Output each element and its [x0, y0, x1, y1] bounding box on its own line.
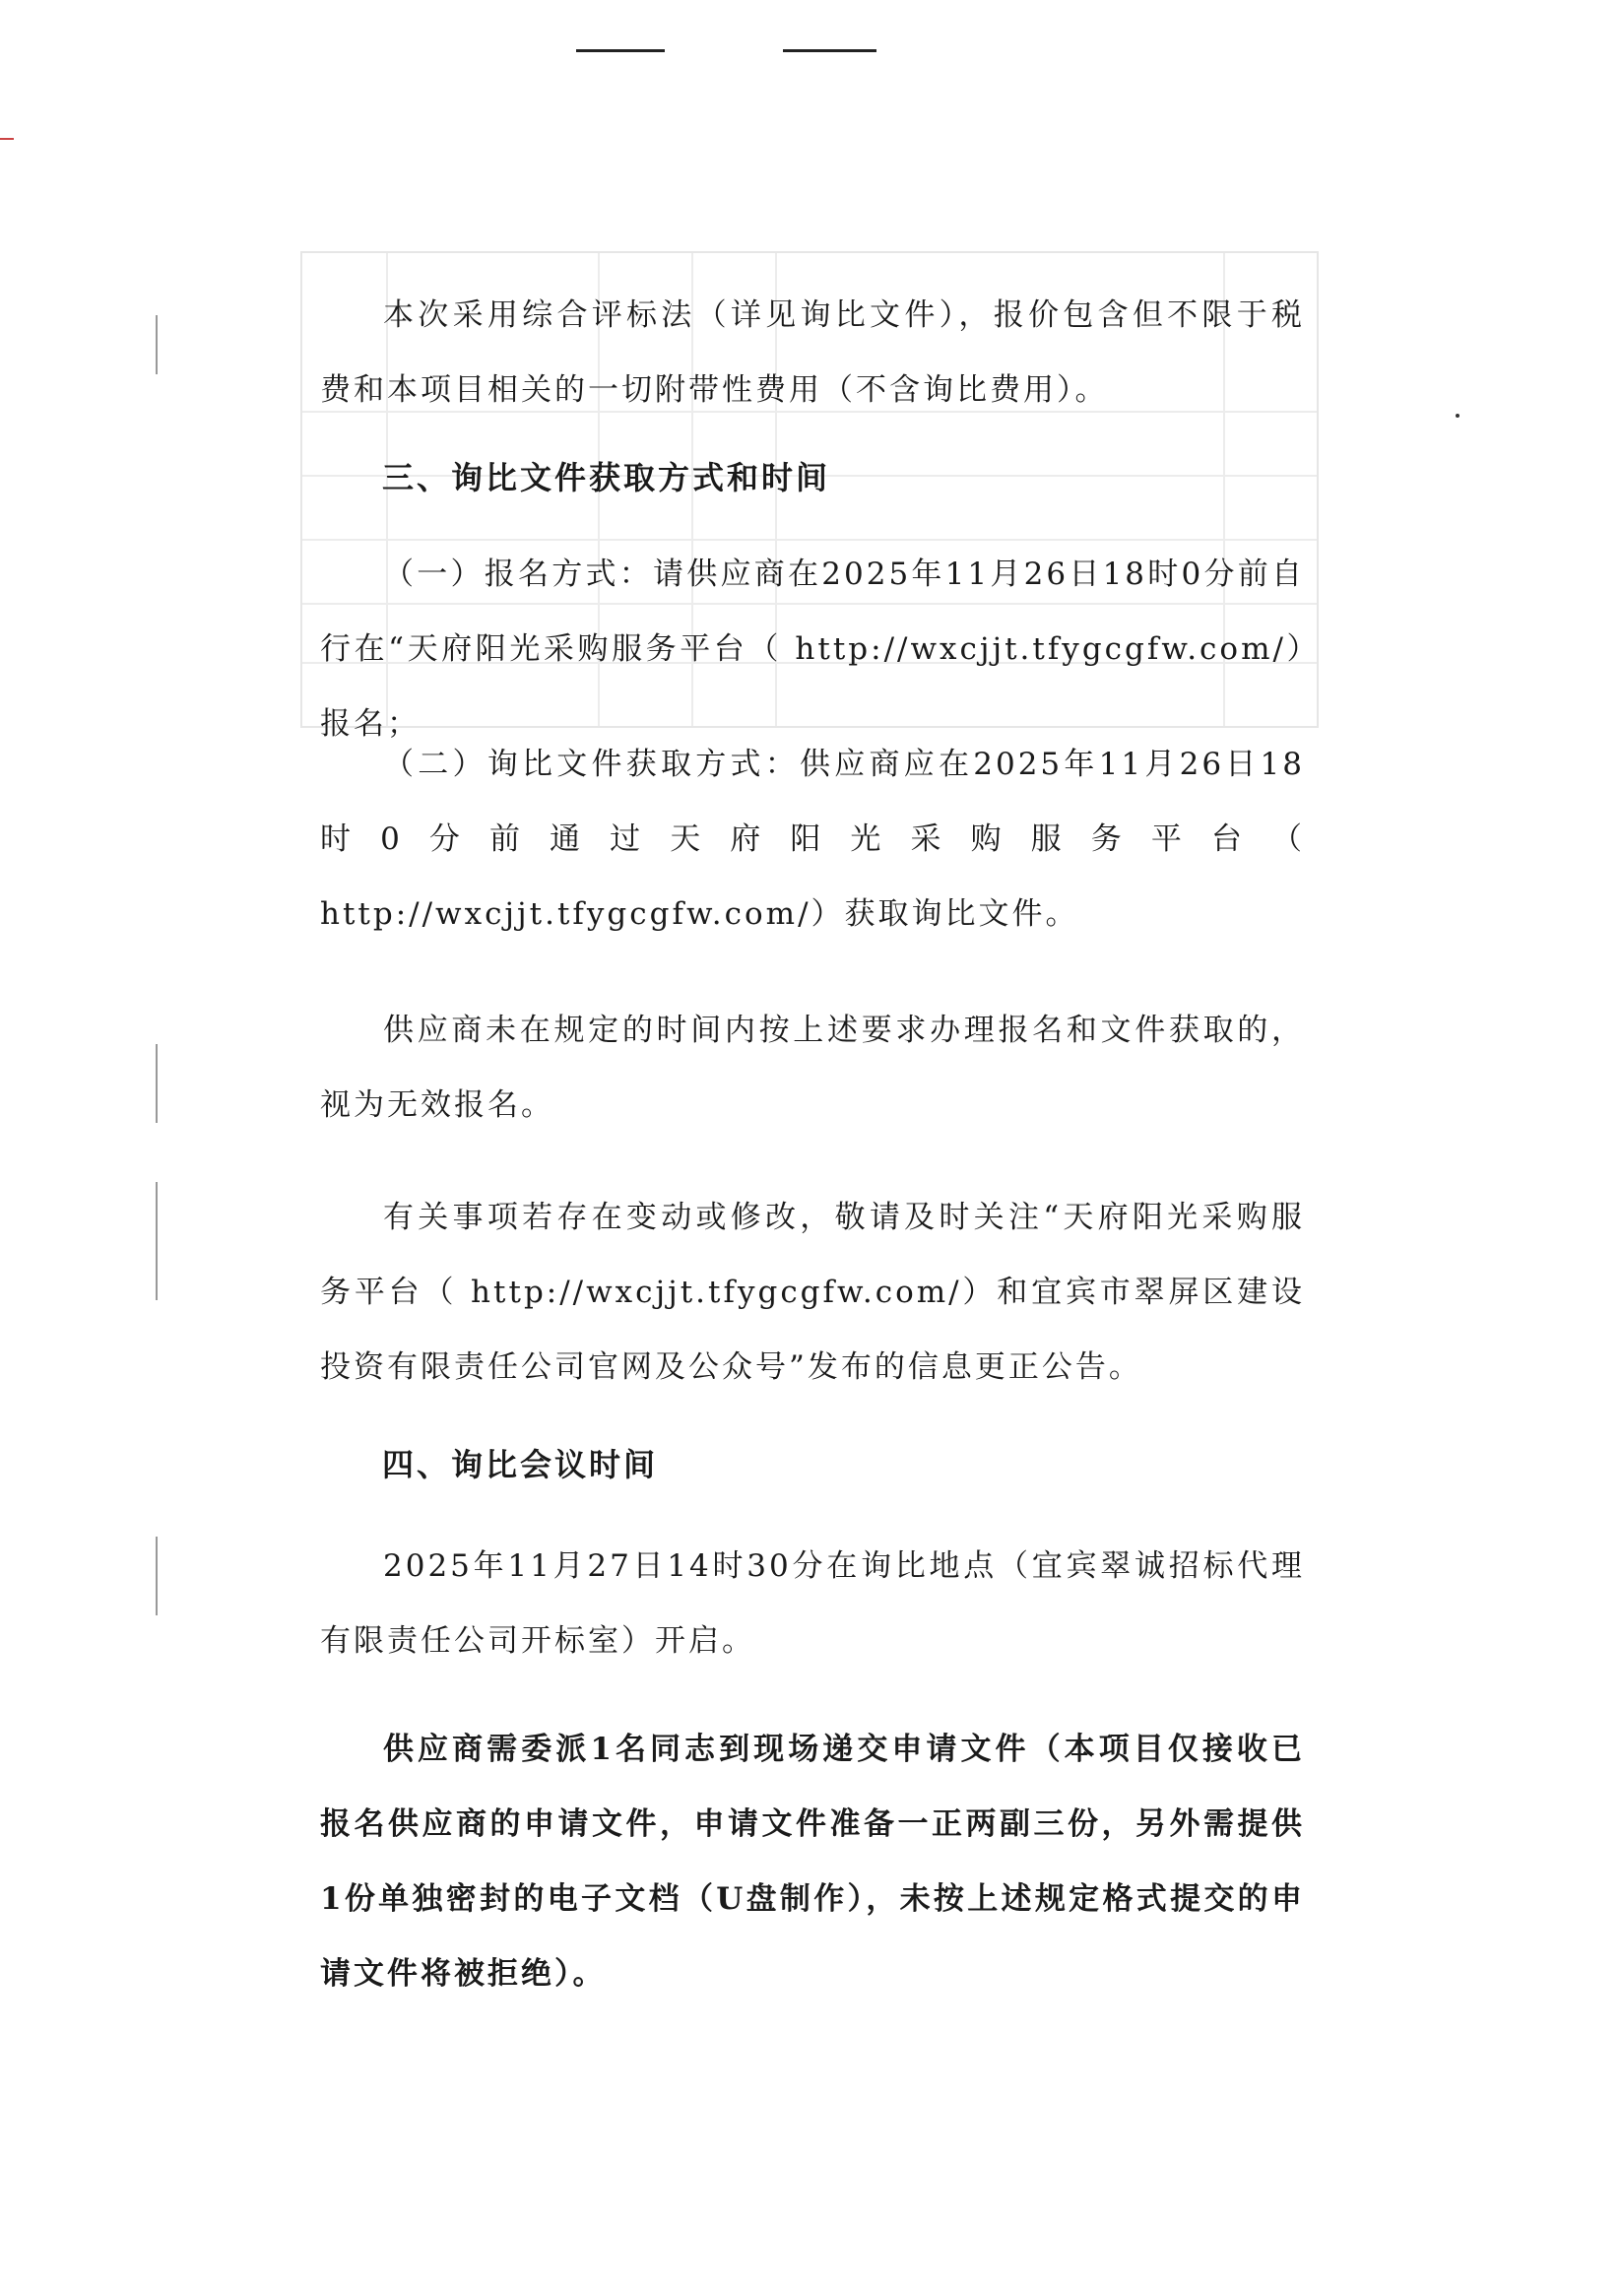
scan-mark	[0, 138, 14, 140]
paragraph-submission-requirements: 供应商需委派1名同志到现场递交申请文件（本项目仅接收已报名供应商的申请文件，申请文件准备一正两副三份，另外需提供1份单独密封的电子文档（U盘制作），未按上述规定格式提交的申请文件将被拒绝）。	[320, 1732, 1305, 1992]
paragraph-updates-notice: 有关事项若存在变动或修改，敬请及时关注“天府阳光采购服务平台（ http://wxcjjt.tfygcgfw.com/）和宜宾市翠屏区建设投资有限责任公司官网及公众号”发布的信息更正公告。	[320, 1200, 1305, 1385]
paragraph-invalid-registration: 供应商未在规定的时间内按上述要求办理报名和文件获取的，视为无效报名。	[320, 1013, 1305, 1123]
paragraph-meeting-time: 2025年11月27日14时30分在询比地点（宜宾翠诚招标代理有限责任公司开标室）开启。	[320, 1548, 1305, 1659]
binding-mark	[156, 1537, 158, 1615]
binding-mark	[156, 315, 158, 374]
section-heading-4: 四、询比会议时间	[382, 1446, 659, 1483]
section-heading-3: 三、询比文件获取方式和时间	[382, 459, 831, 496]
binding-mark	[156, 1044, 158, 1123]
paragraph-document-access: （二）询比文件获取方式：供应商应在2025年11月26日18时0分前通过天府阳光采购服务平台（ http://wxcjjt.tfygcgfw.com/）获取询比文件。	[320, 747, 1305, 932]
paragraph-scoring-method: 本次采用综合评标法（详见询比文件），报价包含但不限于税费和本项目相关的一切附带性费用（不含询比费用）。	[320, 297, 1305, 408]
scan-dot	[1456, 414, 1459, 418]
paragraph-registration: （一）报名方式：请供应商在2025年11月26日18时0分前自行在“天府阳光采购服务平台（ http://wxcjjt.tfygcgfw.com/）报名；	[320, 557, 1305, 742]
scan-mark	[576, 49, 665, 52]
binding-mark	[156, 1182, 158, 1300]
scan-mark	[783, 49, 876, 52]
